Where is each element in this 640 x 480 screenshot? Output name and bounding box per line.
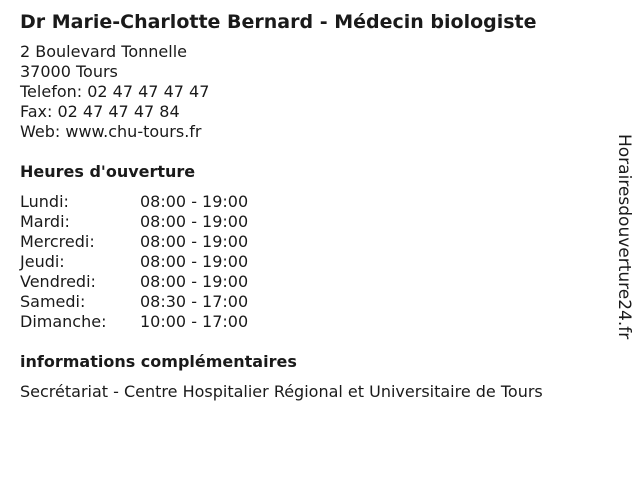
address-phone: Telefon: 02 47 47 47 47	[20, 82, 210, 101]
day-hours: 08:00 - 19:00	[140, 212, 249, 231]
day-hours: 08:00 - 19:00	[140, 232, 249, 251]
table-row	[20, 252, 248, 272]
table-row	[20, 272, 248, 292]
table-row	[20, 212, 248, 232]
day-label: Jeudi:	[20, 252, 65, 271]
table-row	[20, 312, 248, 332]
day-label: Samedi:	[20, 292, 86, 311]
address-block	[20, 42, 600, 142]
opening-hours-table	[20, 192, 248, 332]
table-row	[20, 292, 248, 312]
page-title: Dr Marie-Charlotte Bernard - Médecin biologiste	[20, 11, 537, 33]
table-row	[20, 232, 248, 252]
table-row	[20, 192, 248, 212]
address-web: Web: www.chu-tours.fr	[20, 122, 202, 141]
day-hours: 08:00 - 19:00	[140, 192, 249, 211]
day-label: Mardi:	[20, 212, 70, 231]
day-label: Vendredi:	[20, 272, 96, 291]
main-content	[20, 10, 600, 402]
address-fax: Fax: 02 47 47 47 84	[20, 102, 180, 121]
day-label: Lundi:	[20, 192, 69, 211]
opening-hours-heading: Heures d'ouverture	[20, 162, 196, 181]
day-label: Dimanche:	[20, 312, 107, 331]
additional-info-heading: informations complémentaires	[20, 352, 297, 371]
day-label: Mercredi:	[20, 232, 95, 251]
address-city: 37000 Tours	[20, 62, 118, 81]
day-hours: 10:00 - 17:00	[140, 312, 249, 331]
day-hours: 08:30 - 17:00	[140, 292, 249, 311]
address-street: 2 Boulevard Tonnelle	[20, 42, 187, 61]
day-hours: 08:00 - 19:00	[140, 272, 249, 291]
day-hours: 08:00 - 19:00	[140, 252, 249, 271]
site-watermark: Horairesdouverture24.fr	[614, 134, 634, 340]
additional-info-text: Secrétariat - Centre Hospitalier Régional et Universitaire de Tours	[20, 382, 543, 401]
